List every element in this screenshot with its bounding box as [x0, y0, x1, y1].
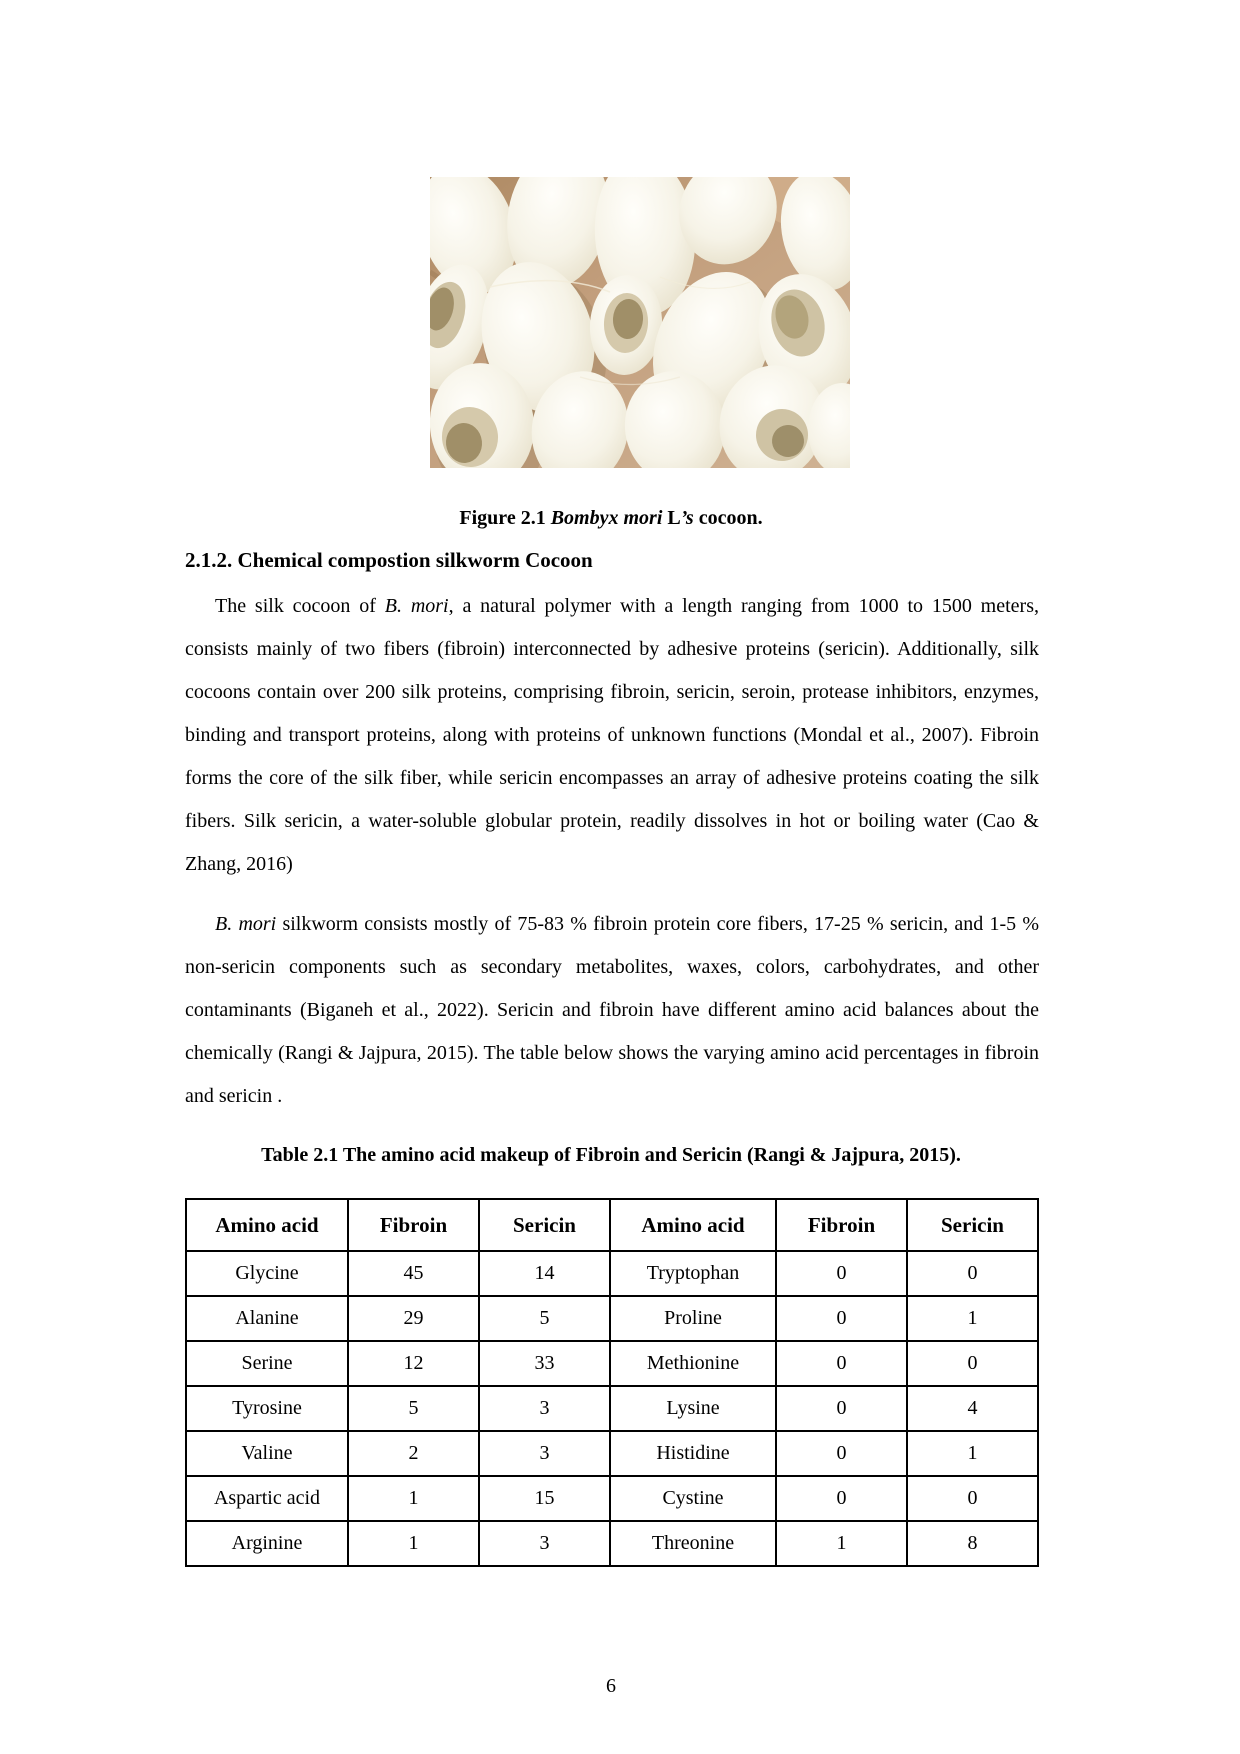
table-cell: Serine [186, 1341, 348, 1386]
table-row [186, 1341, 1038, 1386]
table-row [186, 1296, 1038, 1341]
table-cell: Valine [186, 1431, 348, 1476]
table-cell: 0 [776, 1341, 907, 1386]
table-cell: 1 [907, 1431, 1038, 1476]
table-cell: 29 [348, 1296, 479, 1341]
table-cell: Tryptophan [610, 1251, 776, 1296]
header-fibroin-right: Fibroin [776, 1199, 907, 1251]
table-cell: 0 [776, 1386, 907, 1431]
table-cell: 3 [479, 1521, 610, 1566]
table-cell: 3 [479, 1431, 610, 1476]
table-row [186, 1431, 1038, 1476]
table-cell: Arginine [186, 1521, 348, 1566]
table-cell: 1 [776, 1521, 907, 1566]
table-cell: 0 [776, 1251, 907, 1296]
table-row [186, 1521, 1038, 1566]
table-cell: Glycine [186, 1251, 348, 1296]
header-amino-acid-left: Amino acid [186, 1199, 348, 1251]
table-cell: 0 [907, 1476, 1038, 1521]
cocoon-photo [430, 177, 850, 468]
table-cell: 8 [907, 1521, 1038, 1566]
table-cell: 1 [907, 1296, 1038, 1341]
table-cell: Tyrosine [186, 1386, 348, 1431]
table-cell: Lysine [610, 1386, 776, 1431]
table-cell: 0 [776, 1296, 907, 1341]
body-paragraph-2: B. mori silkworm consists mostly of 75-83 % fibroin protein core fibers, 17-25 % sericin, and 1-5 % non-sericin components such as secondary metabolites, waxes, colors, carbohydrates, and other contaminants (Biganeh et al., 2022). Sericin and fibroin have different amino acid balances about the chemically (Rangi & Jajpura, 2015). The table below shows the varying amino acid percentages in fibroin and sericin . [185, 913, 1040, 1107]
table-cell: Methionine [610, 1341, 776, 1386]
table-caption: Table 2.1 The amino acid makeup of Fibroin and Sericin (Rangi & Jajpura, 2015). [261, 1144, 961, 1166]
table-cell: Cystine [610, 1476, 776, 1521]
body-paragraph-1: The silk cocoon of B. mori, a natural polymer with a length ranging from 1000 to 1500 meters, consists mainly of two fibers (fibroin) interconnected by adhesive proteins (sericin). Additionally, silk cocoons contain over 200 silk proteins, comprising fibroin, sericin, seroin, protease inhibitors, enzymes, binding and transport proteins, along with proteins of unknown functions (Mondal et al., 2007). Fibroin forms the core of the silk fiber, while sericin encompasses an array of adhesive proteins coating the silk fibers. Silk sericin, a water-soluble globular protein, readily dissolves in hot or boiling water (Cao & Zhang, 2016) [185, 595, 1039, 875]
table-cell: 0 [907, 1251, 1038, 1296]
table-cell: 12 [348, 1341, 479, 1386]
table-header-row [186, 1199, 1038, 1251]
table-cell: 5 [348, 1386, 479, 1431]
table-cell: Aspartic acid [186, 1476, 348, 1521]
table-cell: Histidine [610, 1431, 776, 1476]
table-cell: Proline [610, 1296, 776, 1341]
table-cell: 14 [479, 1251, 610, 1296]
table-row [186, 1476, 1038, 1521]
table-cell: 2 [348, 1431, 479, 1476]
header-amino-acid-right: Amino acid [610, 1199, 776, 1251]
table-row [186, 1386, 1038, 1431]
header-sericin-left: Sericin [479, 1199, 610, 1251]
table-cell: 5 [479, 1296, 610, 1341]
cocoon-photo-illustration [430, 177, 850, 468]
header-sericin-right: Sericin [907, 1199, 1038, 1251]
figure-caption: Figure 2.1 Bombyx mori L’s cocoon. [459, 507, 763, 529]
amino-acid-table [185, 1198, 1039, 1567]
table-cell: 3 [479, 1386, 610, 1431]
header-fibroin-left: Fibroin [348, 1199, 479, 1251]
table-cell: 33 [479, 1341, 610, 1386]
table-cell: 1 [348, 1476, 479, 1521]
table-cell: 0 [776, 1431, 907, 1476]
table-cell: 4 [907, 1386, 1038, 1431]
table-row [186, 1251, 1038, 1296]
table-cell: 0 [907, 1341, 1038, 1386]
table-cell: 0 [776, 1476, 907, 1521]
page-number: 6 [606, 1675, 616, 1697]
table-cell: 1 [348, 1521, 479, 1566]
table-cell: 15 [479, 1476, 610, 1521]
section-heading: 2.1.2. Chemical compostion silkworm Cocoon [185, 548, 593, 572]
table-cell: Alanine [186, 1296, 348, 1341]
table-cell: 45 [348, 1251, 479, 1296]
table-cell: Threonine [610, 1521, 776, 1566]
